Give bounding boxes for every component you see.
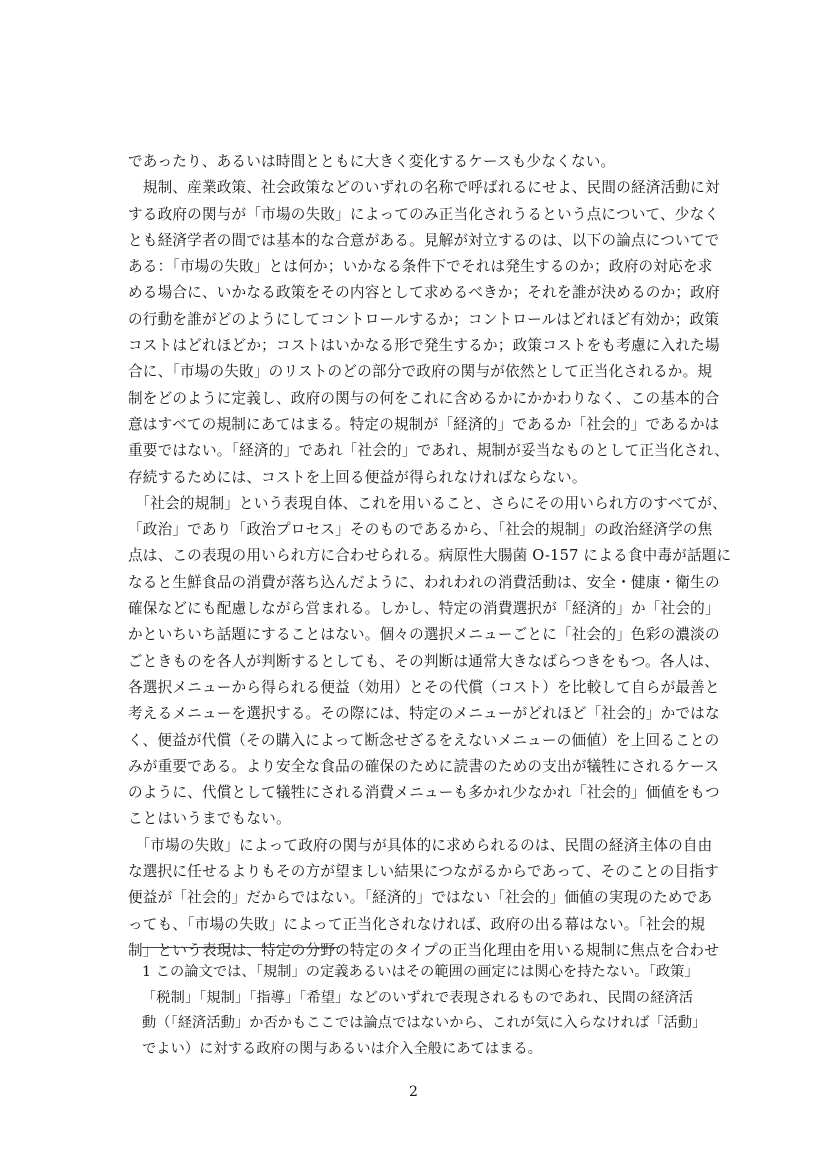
body-text bbox=[128, 149, 740, 964]
body-line: コストはどれほどか；コストはいかなる形で発生するか；政策コストをも考慮に入れた場 bbox=[128, 337, 720, 355]
body-line: 重要ではない。「経済的」であれ「社会的」であれ、規制が妥当なものとして正当化され、 bbox=[128, 442, 729, 460]
body-line: であったり、あるいは時間とともに大きく変化するケースも少なくない。 bbox=[128, 153, 616, 170]
body-line: 制」という表現は、特定の分野の特定のタイプの正当化理由を用いる規制に焦点を合わせ bbox=[128, 941, 720, 959]
footnote-line: 「税制」「規制」「指導」「希望」などのいずれで表現されるものであれ、民間の経済活 bbox=[142, 989, 694, 1006]
body-line: 規制、産業政策、社会政策などのいずれの名称で呼ばれるにせよ、民間の経済活動に対 bbox=[128, 179, 720, 197]
body-line: 「市場の失敗」によって政府の関与が具体的に求められるのは、民間の経済主体の自由 bbox=[128, 836, 713, 854]
footnote bbox=[142, 960, 742, 1062]
body-line: ある：「市場の失敗」とは何か；いかなる条件下でそれは発生するのか；政府の対応を求 bbox=[128, 258, 713, 276]
body-line: な選択に任せるよりもその方が望ましい結果につながるからであって、そのことの目指す bbox=[128, 863, 719, 881]
body-line: める場合に、いかなる政策をその内容として求めるべきか；それを誰が決めるのか；政府 bbox=[128, 284, 720, 302]
body-line: く、便益が代償（その購入によって断念せざるをえないメニューの価値）を上回ることの bbox=[128, 731, 720, 749]
body-line: 考えるメニューを選択する。その際には、特定のメニューがどれほど「社会的」かではな bbox=[128, 705, 720, 723]
body-line: みが重要である。より安全な食品の確保のために読書のための支出が犠牲にされるケース bbox=[128, 757, 720, 775]
body-line: 各選択メニューから得られる便益（効用）とその代償（コスト）を比較して自らが最善と bbox=[128, 678, 720, 696]
body-line: っても、「市場の失敗」によって正当化されなければ、政府の出る幕はない。「社会的規 bbox=[128, 915, 706, 933]
body-line: 「社会的規制」という表現自体、これを用いること、さらにその用いられ方のすべてが、 bbox=[128, 494, 727, 512]
body-line: 合に、「市場の失敗」のリストのどの部分で政府の関与が依然として正当化されるか。規 bbox=[128, 363, 713, 381]
footnote-separator bbox=[142, 947, 340, 948]
body-line: とも経済学者の間では基本的な合意がある。見解が対立するのは、以下の論点についてで bbox=[128, 231, 720, 249]
footnote-line: 1 この論文では、「規制」の定義あるいはその範囲の画定には関心を持たない。「政策」 bbox=[142, 964, 699, 980]
body-line: のように、代償として犠牲にされる消費メニューも多かれ少なかれ「社会的」価値をもつ bbox=[128, 784, 720, 802]
page-number: 2 bbox=[409, 1084, 418, 1100]
body-line: なると生鮮食品の消費が落ち込んだように、われわれの消費活動は、安全・健康・衛生の bbox=[128, 573, 720, 591]
body-line: する政府の関与が「市場の失敗」によってのみ正当化されうるという点について、少なく bbox=[128, 205, 720, 223]
body-line: かといちいち話題にすることはない。個々の選択メニューごとに「社会的」色彩の濃淡の bbox=[128, 626, 720, 644]
body-line: 存続するためには、コストを上回る便益が得られなければならない。 bbox=[128, 468, 587, 486]
body-line: の行動を誰がどのようにしてコントロールするか；コントロールはどれほど有効か；政策 bbox=[128, 310, 720, 328]
footnote-line: でよい）に対する政府の関与あるいは介入全般にあてはまる。 bbox=[142, 1040, 543, 1057]
body-line: 便益が「社会的」だからではない。「経済的」ではない「社会的」価値の実現のためであ bbox=[128, 889, 713, 907]
body-line: 確保などにも配慮しながら営まれる。しかし、特定の消費選択が「経済的」か「社会的」 bbox=[128, 600, 720, 618]
body-line: 制をどのように定義し、政府の関与の何をこれに含めるかにかかわりなく、この基本的合 bbox=[128, 389, 720, 407]
body-line: ことはいうまでもない。 bbox=[128, 810, 291, 828]
body-line: ごときものを各人が判断するとしても、その判断は通常大きなばらつきをもつ。各人は、 bbox=[128, 652, 720, 670]
body-line: 意はすべての規制にあてはまる。特定の規制が「経済的」であるか「社会的」であるかは bbox=[128, 415, 720, 433]
footnote-line: 動（「経済活動」か否かもここでは論点ではないから、これが気に入らなければ「活動」 bbox=[142, 1015, 707, 1032]
body-line: 「政治」であり「政治プロセス」そのものであるから、「社会的規制」の政治経済学の焦 bbox=[128, 521, 713, 539]
body-line: 点は、この表現の用いられ方に合わせられる。病原性大腸菌 O-157 による食中毒が話題に bbox=[128, 547, 732, 565]
